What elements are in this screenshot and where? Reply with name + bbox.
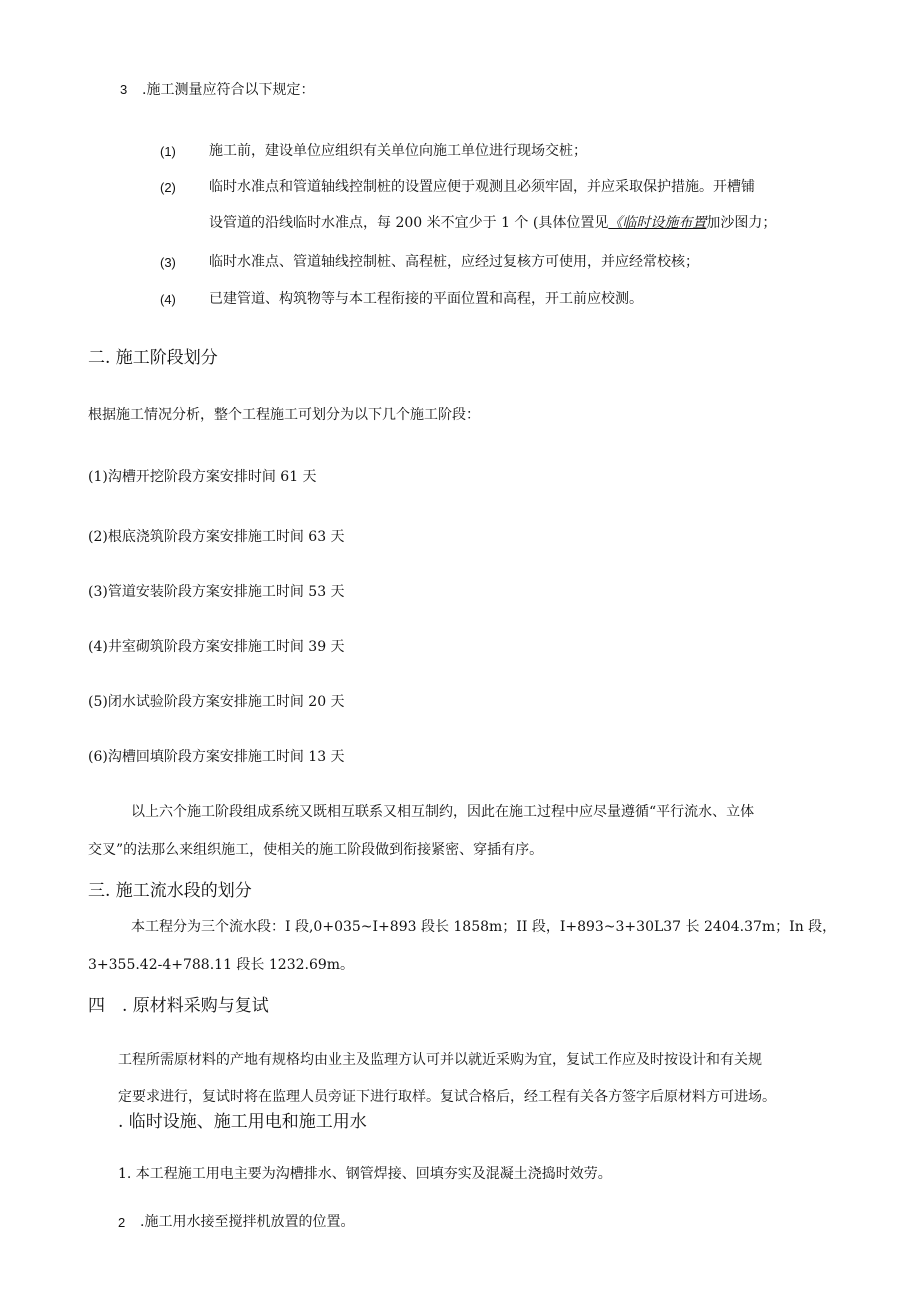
list-item-number: (2) bbox=[160, 180, 176, 195]
continuation-text-b: 加沙图力； bbox=[706, 215, 777, 231]
flow-line2: 3+355.42-4+788.11 段长 1232.69m。 bbox=[88, 957, 355, 973]
section3-title: .施工测量应符合以下规定： bbox=[142, 82, 315, 98]
list-item-number: (4) bbox=[160, 292, 176, 307]
layout-drawing-reference: 《临时设施布置 bbox=[608, 215, 707, 231]
materials-line2: 定要求进行，复试时将在监理人员旁证下进行取样。复试合格后，经工程有关各方签字后原材料方可进场。 bbox=[118, 1089, 776, 1105]
temp-heading: . 临时设施、施工用电和施工用水 bbox=[118, 1112, 367, 1132]
section3-number: 3 bbox=[120, 82, 128, 97]
list-item-number: (3) bbox=[160, 255, 176, 270]
list-item-text: 施工前，建设单位应组织有关单位向施工单位进行现场交桩； bbox=[209, 143, 587, 159]
stages-intro: 根据施工情况分析，整个工程施工可划分为以下几个施工阶段： bbox=[88, 407, 480, 423]
stage-item: (2)根底浇筑阶段方案安排施工时间 63 天 bbox=[88, 529, 345, 545]
list-item-continuation bbox=[209, 213, 776, 233]
stages-summary-line2: 交叉”的法那么来组织施工，使相关的施工阶段做到衔接紧密、穿插有序。 bbox=[88, 842, 544, 858]
continuation-text-a: 设管道的沿线临时水准点，每 200 米不宜少于 1 个 (具体位置见 bbox=[209, 215, 609, 231]
temp-item1: 1. 本工程施工用电主要为沟槽排水、钢管焊接、回填夯实及混凝土浇捣时效劳。 bbox=[118, 1166, 612, 1182]
stages-summary-line1: 以上六个施工阶段组成系统又既相互联系又相互制约，因此在施工过程中应尽量遵循“平行流水、立体 bbox=[131, 804, 755, 820]
materials-heading: 四 . 原材料采购与复试 bbox=[88, 996, 269, 1016]
stage-item: (1)沟槽开挖阶段方案安排时间 61 天 bbox=[88, 469, 317, 485]
list-item-text: 临时水准点、管道轴线控制桩、高程桩，应经过复核方可使用，并应经常校核； bbox=[209, 254, 699, 270]
stage-item: (5)闭水试验阶段方案安排施工时间 20 天 bbox=[88, 694, 345, 710]
flow-line1: 本工程分为三个流水段：I 段,0+035~I+893 段长 1858m；II 段，I+893~3+30L37 长 2404.37m；In 段， bbox=[131, 919, 837, 935]
temp-item2-text: .施工用水接至搅拌机放置的位置。 bbox=[140, 1214, 355, 1230]
list-item-number: (1) bbox=[160, 144, 176, 159]
list-item-text: 临时水准点和管道轴线控制桩的设置应便于观测且必须牢固，并应采取保护措施。开槽铺 bbox=[209, 179, 755, 195]
list-item-text: 已建管道、构筑物等与本工程衔接的平面位置和高程，开工前应校测。 bbox=[209, 291, 643, 307]
flow-heading: 三. 施工流水段的划分 bbox=[88, 881, 252, 901]
stage-item: (6)沟槽回填阶段方案安排施工时间 13 天 bbox=[88, 749, 345, 765]
materials-line1: 工程所需原材料的产地有规格均由业主及监理方认可并以就近采购为宜，复试工作应及时按设计和有关规 bbox=[118, 1052, 762, 1068]
temp-item2-number: 2 bbox=[118, 1215, 126, 1230]
stage-item: (3)管道安装阶段方案安排施工时间 53 天 bbox=[88, 584, 345, 600]
stage-item: (4)井室砌筑阶段方案安排施工时间 39 天 bbox=[88, 639, 345, 655]
stages-heading: 二. 施工阶段划分 bbox=[88, 348, 218, 368]
